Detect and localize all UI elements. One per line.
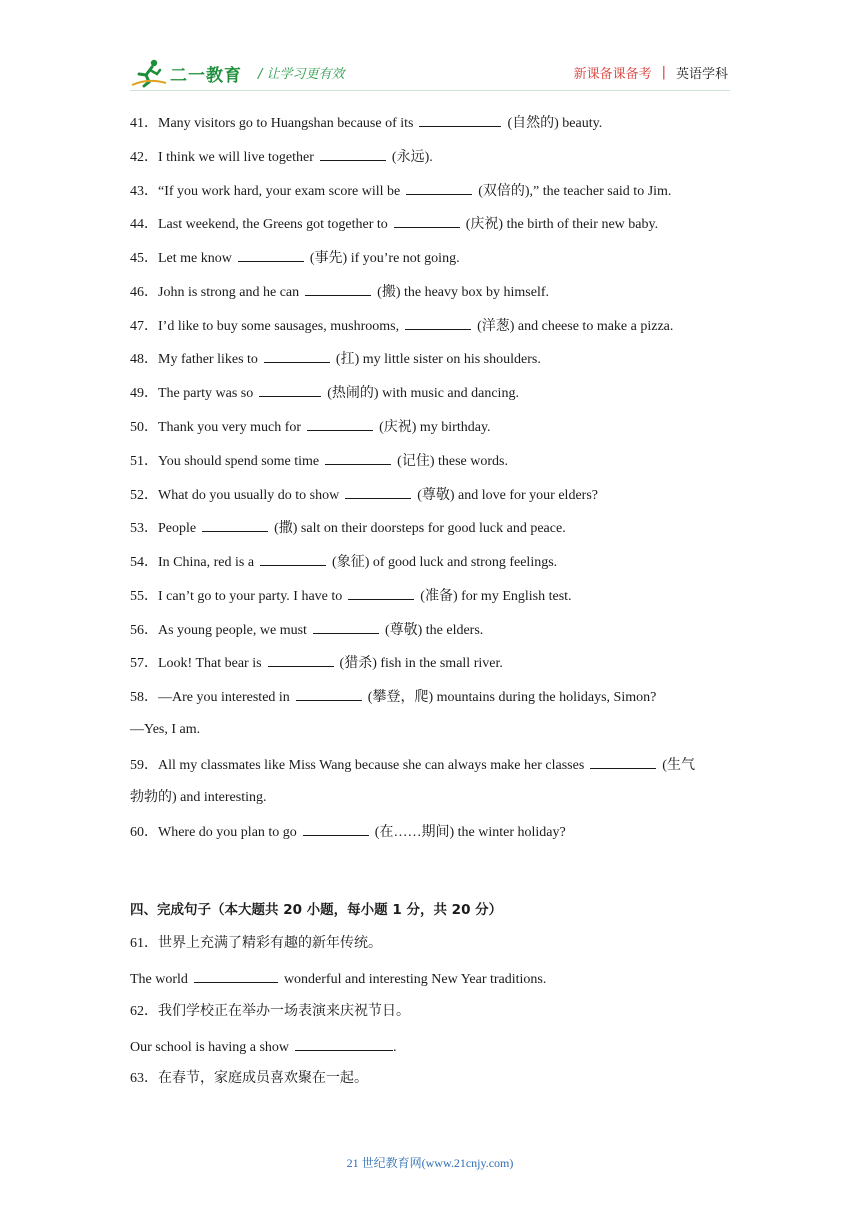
answer-blank[interactable] bbox=[307, 417, 373, 431]
question-48: 48．My father likes to (扛) my little sister on his shoulders. bbox=[130, 349, 541, 369]
answer-blank[interactable] bbox=[202, 518, 268, 532]
question-59-continued: 勃勃的) and interesting. bbox=[130, 790, 267, 805]
answer-blank[interactable] bbox=[259, 383, 321, 397]
question-44: 44．Last weekend, the Greens got together to (庆祝) the birth of their new baby. bbox=[130, 214, 658, 234]
question-56: 56．As young people, we must (尊敬) the elders. bbox=[130, 620, 483, 640]
question-42: 42．I think we will live together (永远). bbox=[130, 147, 433, 167]
answer-blank[interactable] bbox=[394, 214, 460, 228]
answer-blank[interactable] bbox=[348, 586, 414, 600]
runner-logo-icon bbox=[130, 58, 168, 88]
answer-blank[interactable] bbox=[405, 316, 471, 330]
header-separator: | bbox=[661, 65, 666, 80]
question-53: 53．People (撒) salt on their doorsteps for good luck and peace. bbox=[130, 518, 566, 538]
question-57: 57．Look! That bear is (猎杀) fish in the small river. bbox=[130, 653, 503, 673]
answer-blank[interactable] bbox=[305, 282, 371, 296]
question-45: 45．Let me know (事先) if you’re not going. bbox=[130, 248, 460, 268]
page-footer[interactable]: 21 世纪教育网(www.21cnjy.com) bbox=[346, 1156, 514, 1170]
question-63-prompt: 63．在春节，家庭成员喜欢聚在一起。 bbox=[130, 1071, 368, 1086]
question-43: 43．“If you work hard, your exam score will be (双倍的),” the teacher said to Jim. bbox=[130, 181, 671, 201]
section-heading: 四、完成句子（本大题共 20 小题，每小题 1 分，共 20 分） bbox=[130, 902, 503, 918]
header-subject bbox=[574, 63, 728, 82]
question-46: 46．John is strong and he can (搬) the heavy box by himself. bbox=[130, 282, 549, 302]
question-59: 59．All my classmates like Miss Wang because she can always make her classes (生气 bbox=[130, 755, 695, 775]
answer-blank[interactable] bbox=[296, 687, 362, 701]
header-course-label: 新课备课备考 bbox=[573, 67, 652, 82]
answer-blank[interactable] bbox=[320, 147, 386, 161]
question-41: 41．Many visitors go to Huangshan because of its (自然的) beauty. bbox=[130, 113, 602, 133]
answer-blank[interactable] bbox=[295, 1037, 393, 1051]
answer-blank[interactable] bbox=[260, 552, 326, 566]
question-55: 55．I can’t go to your party. I have to (准备) for my English test. bbox=[130, 586, 572, 606]
question-61-prompt: 61．世界上充满了精彩有趣的新年传统。 bbox=[130, 936, 382, 951]
question-60: 60．Where do you plan to go (在……期间) the winter holiday? bbox=[130, 822, 566, 842]
question-47: 47．I’d like to buy some sausages, mushrooms, (洋葱) and cheese to make a pizza. bbox=[130, 316, 673, 336]
answer-blank[interactable] bbox=[268, 653, 334, 667]
logo bbox=[130, 58, 242, 88]
header-divider bbox=[130, 90, 730, 91]
answer-blank[interactable] bbox=[590, 755, 656, 769]
header-subject-label: 英语学科 bbox=[675, 67, 728, 82]
answer-blank[interactable] bbox=[345, 485, 411, 499]
answer-blank[interactable] bbox=[194, 969, 278, 983]
question-51: 51．You should spend some time (记住) these words. bbox=[130, 451, 508, 471]
logo-text: 二一教育 bbox=[170, 65, 242, 86]
answer-blank[interactable] bbox=[325, 451, 391, 465]
question-58: 58．—Are you interested in (攀登，爬) mountains during the holidays, Simon? bbox=[130, 687, 656, 707]
answer-blank[interactable] bbox=[303, 822, 369, 836]
answer-blank[interactable] bbox=[313, 620, 379, 634]
header-slogan: / 让学习更有效 bbox=[258, 67, 345, 82]
question-58-reply: —Yes, I am. bbox=[130, 722, 201, 737]
question-52: 52．What do you usually do to show (尊敬) and love for your elders? bbox=[130, 485, 598, 505]
question-50: 50．Thank you very much for (庆祝) my birthday. bbox=[130, 417, 491, 437]
question-61: The world wonderful and interesting New Year traditions. bbox=[130, 969, 546, 989]
answer-blank[interactable] bbox=[264, 349, 330, 363]
question-54: 54．In China, red is a (象征) of good luck and strong feelings. bbox=[130, 552, 557, 572]
question-62: Our school is having a show . bbox=[130, 1037, 397, 1057]
answer-blank[interactable] bbox=[419, 113, 501, 127]
page-header bbox=[130, 56, 730, 92]
answer-blank[interactable] bbox=[406, 181, 472, 195]
question-49: 49．The party was so (热闹的) with music and dancing. bbox=[130, 383, 519, 403]
answer-blank[interactable] bbox=[238, 248, 304, 262]
question-62-prompt: 62．我们学校正在举办一场表演来庆祝节日。 bbox=[130, 1004, 410, 1019]
